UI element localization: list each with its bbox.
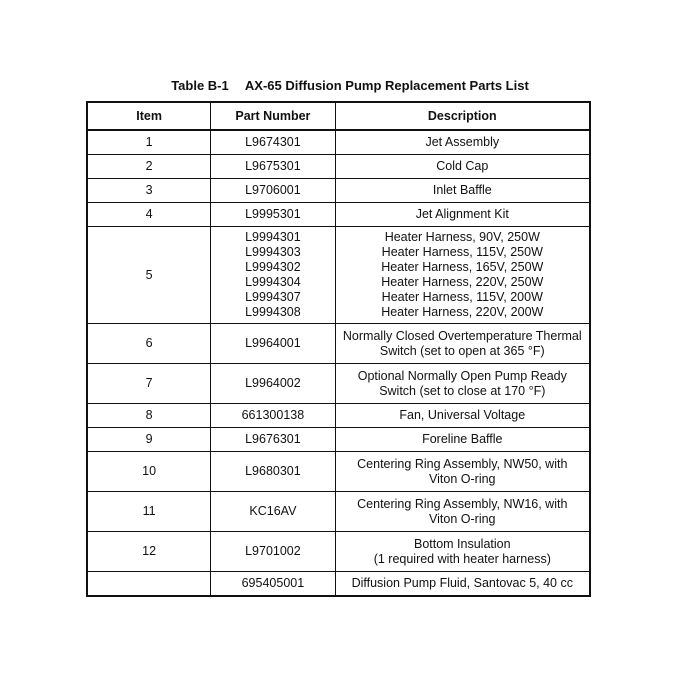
description-cell: [335, 324, 590, 364]
item-cell: [87, 572, 211, 597]
description-cell: [335, 179, 590, 203]
item-cell: 10: [87, 452, 211, 492]
item-cell: 12: [87, 532, 211, 572]
table-row: [87, 179, 590, 203]
table-header-row: [87, 102, 590, 130]
description-cell: [335, 130, 590, 155]
description-cell: [335, 364, 590, 404]
part-number-cell: [211, 324, 335, 364]
part-number: L9994307: [245, 290, 301, 304]
description-line: Fan, Universal Voltage: [399, 408, 526, 422]
header-item: Item: [87, 102, 211, 130]
item-cell: 8: [87, 404, 211, 428]
part-number: L9964002: [245, 376, 301, 390]
part-number: L9994308: [245, 305, 301, 319]
part-number: L9994304: [245, 275, 301, 289]
description-line: Cold Cap: [436, 159, 489, 173]
part-number: L9676301: [245, 432, 301, 446]
description-line: Jet Assembly: [425, 135, 500, 149]
description-cell: [335, 572, 590, 597]
description-line: Heater Harness, 90V, 250W: [384, 230, 540, 244]
part-number: 695405001: [241, 576, 305, 590]
table-row: [87, 203, 590, 227]
table-row: [87, 452, 590, 492]
description-cell: [335, 404, 590, 428]
description-line: Switch (set to open at 365 °F): [379, 343, 545, 358]
item-cell: 3: [87, 179, 211, 203]
part-number: L9995301: [245, 207, 301, 221]
table-row: [87, 532, 590, 572]
table-title: AX-65 Diffusion Pump Replacement Parts List: [244, 78, 529, 93]
description-cell: [335, 452, 590, 492]
part-number: L9706001: [245, 183, 301, 197]
table-row: [87, 227, 590, 324]
table-label: Table B-1: [171, 78, 229, 93]
part-number: L9675301: [245, 159, 301, 173]
item-cell: 6: [87, 324, 211, 364]
description-line: Switch (set to close at 170 °F): [379, 383, 546, 398]
table-caption: [0, 78, 700, 93]
description-cell: [335, 428, 590, 452]
item-cell: 9: [87, 428, 211, 452]
description-line: Heater Harness, 165V, 250W: [381, 260, 544, 274]
description-line: Heater Harness, 115V, 250W: [381, 245, 543, 259]
part-number-cell: [211, 572, 335, 597]
item-cell: 2: [87, 155, 211, 179]
part-number-cell: [211, 532, 335, 572]
table-row: [87, 364, 590, 404]
part-number: L9994301: [245, 230, 301, 244]
part-number: L9994303: [245, 245, 301, 259]
item-cell: 7: [87, 364, 211, 404]
part-number: L9680301: [245, 464, 301, 478]
description-line: Heater Harness, 220V, 250W: [381, 275, 544, 289]
parts-table: [86, 101, 591, 597]
part-number: L9701002: [245, 544, 301, 558]
part-number: L9674301: [245, 135, 301, 149]
part-number-cell: [211, 155, 335, 179]
item-cell: 5: [87, 227, 211, 324]
description-line: Viton O-ring: [429, 471, 496, 486]
description-line: Optional Normally Open Pump Ready: [357, 368, 567, 383]
item-cell: 4: [87, 203, 211, 227]
part-number-cell: [211, 203, 335, 227]
part-number: 661300138: [241, 408, 305, 422]
part-number: KC16AV: [249, 504, 297, 518]
part-number-cell: [211, 428, 335, 452]
item-cell: 1: [87, 130, 211, 155]
table-row: [87, 130, 590, 155]
description-line: Jet Alignment Kit: [415, 207, 509, 221]
description-line: Bottom Insulation: [413, 536, 511, 551]
table-row: [87, 428, 590, 452]
description-cell: [335, 492, 590, 532]
part-number: L9994302: [245, 260, 301, 274]
part-number-cell: [211, 452, 335, 492]
header-description: Description: [335, 102, 590, 130]
description-line: (1 required with heater harness): [373, 551, 551, 566]
description-cell: [335, 203, 590, 227]
description-cell: [335, 227, 590, 324]
description-line: Heater Harness, 115V, 200W: [381, 290, 543, 304]
part-number-cell: [211, 404, 335, 428]
description-line: Normally Closed Overtemperature Thermal: [342, 328, 582, 343]
table-row: [87, 572, 590, 597]
description-line: Centering Ring Assembly, NW16, with: [357, 496, 568, 511]
part-number-cell: [211, 227, 335, 324]
item-cell: 11: [87, 492, 211, 532]
part-number-cell: [211, 492, 335, 532]
description-line: Centering Ring Assembly, NW50, with: [357, 456, 568, 471]
part-number-cell: [211, 364, 335, 404]
description-line: Inlet Baffle: [432, 183, 492, 197]
table-row: [87, 492, 590, 532]
table-body: [87, 130, 590, 596]
description-line: Viton O-ring: [429, 511, 496, 526]
part-number-cell: [211, 130, 335, 155]
description-cell: [335, 155, 590, 179]
description-line: Heater Harness, 220V, 200W: [381, 305, 544, 319]
table-row: [87, 155, 590, 179]
header-part-number: Part Number: [211, 102, 335, 130]
description-cell: [335, 532, 590, 572]
table-row: [87, 324, 590, 364]
description-line: Foreline Baffle: [422, 432, 503, 446]
table-row: [87, 404, 590, 428]
part-number-cell: [211, 179, 335, 203]
part-number: L9964001: [245, 336, 301, 350]
description-line: Diffusion Pump Fluid, Santovac 5, 40 cc: [351, 576, 573, 590]
